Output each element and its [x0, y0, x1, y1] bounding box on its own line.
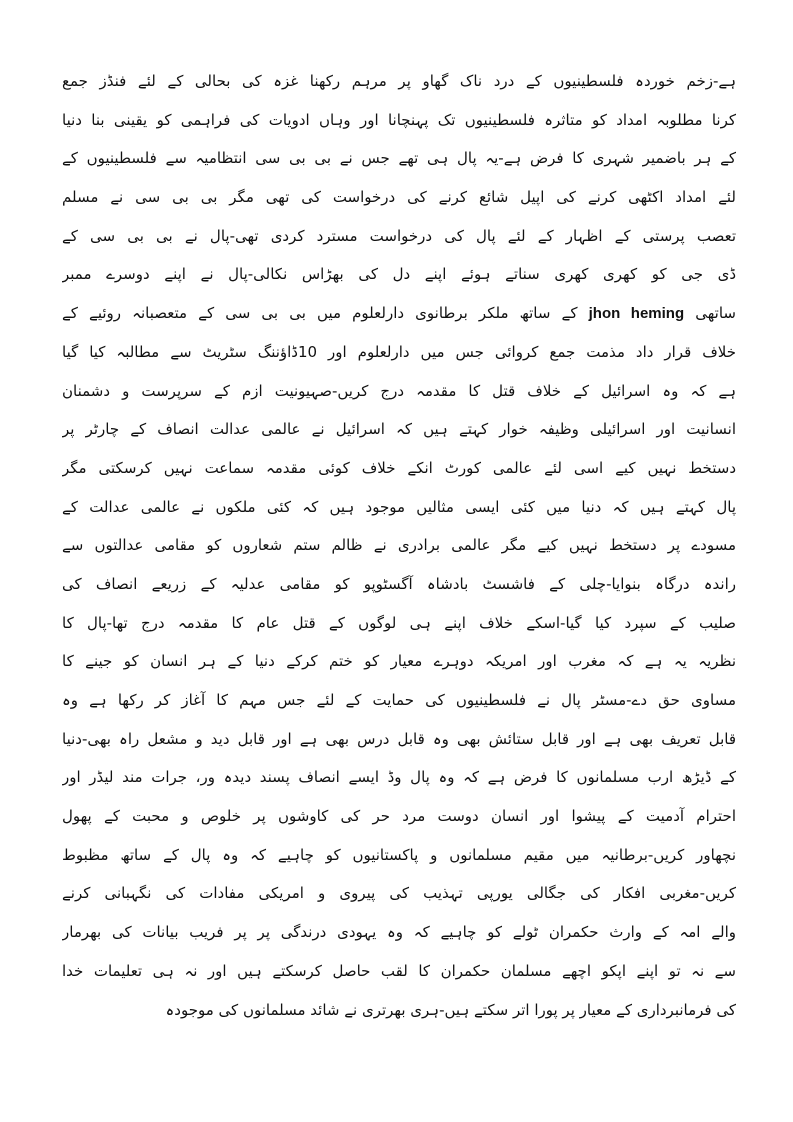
text-line: کی فرمانبرداری کے معیار پر پورا اتر سکتے ہیں-ہری بھرتری نے شائد مسلمانوں کی موجودہ	[165, 1000, 736, 1019]
text-line: نچھاور کریں-برطانیہ میں مقیم مسلمانوں و پاکستانیوں کو چاہیے کہ وہ پال کے ساتھ مظبوط	[62, 845, 736, 864]
text-line: لئے امداد اکٹھی کرنے کی اپیل شائع کرنے کی درخواست کی تھی مگر بی بی سی نے مسلم	[62, 188, 736, 207]
text-line: مسودے پر دستخط نہیں کیے مگر عالمی برادری نے ظالم ستم شعاروں کو مقامی عدالتوں سے	[62, 536, 736, 555]
text-line: تعصب پرستی کے اظہار کے لئے پال کی درخواست مسترد کردی تھی-پال نے بی بی سی کے	[62, 226, 736, 245]
text-line: راندہ درگاہ بنوایا-چلی کے فاشسٹ بادشاہ آگسٹوپو کو مقامی عدلیہ کے زریعے انصاف کی	[62, 574, 736, 593]
text-line: کرنا مطلوبہ امداد کو متاثرہ فلسطینیوں تک پہنچانا اور وہاں ادویات کی فراہمی کو یقینی بنا دنیا	[62, 110, 736, 129]
text-line: والے امہ کے وارث حکمران ٹولے کو چاہیے کہ وہ یہودی درندگی پر پر فریب بیانات کی بھرمار	[62, 923, 736, 942]
text-line	[62, 294, 736, 333]
text-line: مساوی حق دے-مسٹر پال نے فلسطینیوں کی حمایت کے لئے جس مہم کا آغاز کر رکھا ہے وہ	[62, 691, 736, 709]
text-line: ڈی جی کو کھری کھری سناتے ہوئے اپنے دل کی بھڑاس نکالی-پال نے اپنے دوسرے ممبر	[62, 265, 736, 284]
latin-name: jhon heming	[588, 305, 685, 323]
text-segment: ساتھی	[684, 304, 736, 323]
text-line: نظریہ یہ ہے کہ مغرب اور امریکہ دوہرے معیار کو ختم کرکے دنیا کے ہر انسان کو جینے کا	[62, 652, 736, 671]
text-line: دستخط نہیں کیے اسی لئے عالمی کورٹ انکے خلاف کوئی مقدمہ سماعت نہیں کرسکتی مگر	[62, 458, 736, 477]
text-line: کریں-مغربی افکار کی جگالی یورپی تہذیب کی پیروی و امریکی مفادات کی نگہبانی کرنے	[62, 884, 736, 903]
text-line: کے ہر باضمیر شہری کا فرض ہے-یہ پال ہی تھے جس نے بی بی سی انتظامیہ سے فلسطینیوں کے	[62, 149, 736, 168]
text-segment: کے ساتھ ملکر برطانوی دارلعلوم میں بی بی سی کے متعصبانہ روئیے کے	[62, 304, 589, 323]
text-line: کے ڈیڑھ ارب مسلمانوں کا فرض ہے کہ وہ پال وڈ ایسے انصاف پسند دیدہ ور، جرات مند لیڈر اور	[62, 768, 736, 787]
text-line: احترام آدمیت کے پیشوا اور انسان دوست مرد حر کی کاوشوں پر خلوص و محبت کے پھول	[62, 807, 736, 826]
text-line: خلاف قرار داد مذمت جمع کروائی جس میں دارلعلوم اور 10ڈاؤننگ سٹریٹ سے مطالبہ کیا گیا	[62, 342, 736, 361]
text-line: انسانیت اور اسرائیلی وظیفہ خوار کہتے ہیں کہ اسرائیل نے عالمی عدالت انصاف کے چارٹر پر	[62, 420, 736, 439]
text-line: سے نہ تو اپنے اپکو اچھے مسلمان حکمران کا لقب حاصل کرسکتے ہیں اور نہ ہی تعلیمات خدا	[62, 961, 736, 980]
text-line: صلیب کے سپرد کیا گیا-اسکے خلاف اپنے ہی لوگوں کے قتل عام کا مقدمہ درج تھا-پال کا	[62, 613, 736, 632]
text-line: ہے-زخم خوردہ فلسطینیوں کے درد ناک گھاو پر مرہم رکھنا غزہ کی بحالی کے لئے فنڈز جمع	[62, 72, 736, 90]
text-line: قابل تعریف بھی ہے اور قابل ستائش بھی وہ قابل درس بھی ہے اور قابل دید و مشعل راہ بھی-دنیا	[62, 729, 736, 748]
text-line: ہے کہ وہ اسرائیل کے خلاف قتل کا مقدمہ درج کریں-صہیونیت ازم کے سرپرست و دشمنان	[62, 381, 736, 400]
text-line: پال کہتے ہیں کہ دنیا میں کئی ایسی مثالیں موجود ہیں کہ کئی ملکوں نے عالمی عدالت کے	[62, 497, 736, 516]
urdu-text-body	[62, 62, 736, 1029]
